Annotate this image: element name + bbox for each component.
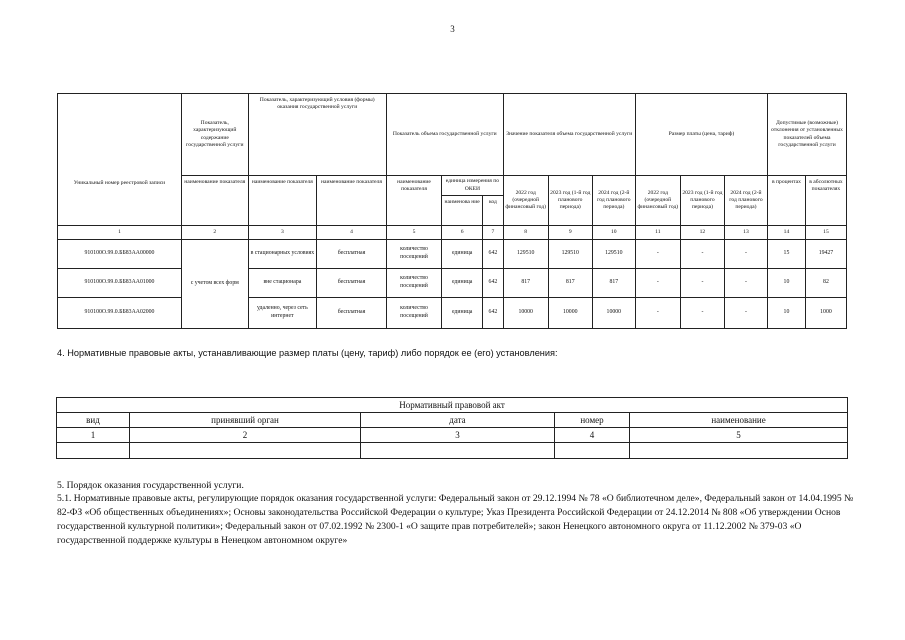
header-conditions: Показатель, характеризующий условия (формы) оказания государственной услуги bbox=[248, 94, 386, 176]
fee-2022: - bbox=[635, 240, 680, 269]
empty-cell bbox=[630, 443, 848, 459]
col-number: 9 bbox=[548, 226, 592, 240]
deviation-percent: 10 bbox=[768, 269, 806, 298]
col-number: 8 bbox=[503, 226, 548, 240]
col-number: 12 bbox=[680, 226, 724, 240]
unit-name: единица bbox=[442, 269, 483, 298]
legal-act-header: принявший орган bbox=[130, 413, 361, 428]
table-row bbox=[58, 269, 847, 298]
subheader-name: наименование показателя bbox=[386, 176, 441, 226]
subheader-absolute: в абсолютных показателях bbox=[805, 176, 846, 226]
deviation-absolute: 82 bbox=[805, 269, 846, 298]
value-2023: 817 bbox=[548, 269, 592, 298]
fee-2024: - bbox=[724, 240, 767, 269]
subheader-year: 2022 год (очередной финансовый год) bbox=[635, 176, 680, 226]
header-values: Значение показателя объема государственной услуги bbox=[503, 94, 635, 176]
content-value: с учетом всех форм bbox=[181, 240, 248, 329]
empty-cell bbox=[361, 443, 555, 459]
header-unique-number: Уникальный номер реестровой записи bbox=[58, 94, 182, 226]
condition-value: бесплатная bbox=[317, 298, 387, 329]
deviation-absolute: 1000 bbox=[805, 298, 846, 329]
deviation-percent: 15 bbox=[768, 240, 806, 269]
service-volume-table bbox=[57, 93, 847, 329]
subheader-year: 2023 год (1-й год планового периода) bbox=[548, 176, 592, 226]
subheader-unit-code: код bbox=[483, 196, 504, 226]
condition-value: бесплатная bbox=[317, 240, 387, 269]
fee-2023: - bbox=[680, 298, 724, 329]
subheader-year: 2024 год (2-й год планового периода) bbox=[724, 176, 767, 226]
col-number: 5 bbox=[386, 226, 441, 240]
legal-act-table bbox=[56, 397, 848, 459]
subheader-name: наименование показателя bbox=[317, 176, 387, 226]
empty-cell bbox=[555, 443, 630, 459]
value-2024: 129510 bbox=[592, 240, 635, 269]
col-number: 15 bbox=[805, 226, 846, 240]
condition-value: в стационарных условиях bbox=[248, 240, 317, 269]
table-row bbox=[58, 298, 847, 329]
subheader-name: наименование показателя bbox=[248, 176, 317, 226]
fee-2022: - bbox=[635, 298, 680, 329]
unit-name: единица bbox=[442, 298, 483, 329]
unit-name: единица bbox=[442, 240, 483, 269]
value-2024: 10000 bbox=[592, 298, 635, 329]
col-number: 14 bbox=[768, 226, 806, 240]
header-volume: Показатель объема государственной услуги bbox=[386, 94, 503, 176]
legal-act-header: дата bbox=[361, 413, 555, 428]
legal-act-title: Нормативный правовой акт bbox=[57, 398, 848, 413]
deviation-percent: 10 bbox=[768, 298, 806, 329]
subheader-year: 2024 год (2-й год планового периода) bbox=[592, 176, 635, 226]
registry-code: 910100О.99.0.ББ83АА00000 bbox=[58, 240, 182, 269]
value-2023: 129510 bbox=[548, 240, 592, 269]
value-2024: 817 bbox=[592, 269, 635, 298]
section-5-heading: 5. Порядок оказания государственной услуги. bbox=[57, 480, 244, 491]
fee-2023: - bbox=[680, 269, 724, 298]
header-content: Показатель, характеризующий содержание государственной услуги bbox=[181, 94, 248, 176]
col-number: 10 bbox=[592, 226, 635, 240]
okei-code: 642 bbox=[483, 269, 504, 298]
subheader-year: 2023 год (1-й год планового периода) bbox=[680, 176, 724, 226]
fee-2024: - bbox=[724, 269, 767, 298]
fee-2022: - bbox=[635, 269, 680, 298]
legal-act-col-number: 4 bbox=[555, 428, 630, 443]
registry-code: 910100О.99.0.ББ83АА02000 bbox=[58, 298, 182, 329]
subheader-unit-name: наименова ние bbox=[442, 196, 483, 226]
col-number: 11 bbox=[635, 226, 680, 240]
col-number: 13 bbox=[724, 226, 767, 240]
value-2022: 10000 bbox=[503, 298, 548, 329]
header-deviation: Допустимые (возможные) отклонения от установленных показателей объема государственной услуги bbox=[768, 94, 847, 176]
fee-2023: - bbox=[680, 240, 724, 269]
condition-value: вне стационара bbox=[248, 269, 317, 298]
legal-act-header: наименование bbox=[630, 413, 848, 428]
subheader-year: 2022 год (очередной финансовый год) bbox=[503, 176, 548, 226]
condition-value: бесплатная bbox=[317, 269, 387, 298]
empty-cell bbox=[130, 443, 361, 459]
value-2022: 817 bbox=[503, 269, 548, 298]
header-fee: Размер платы (цена, тариф) bbox=[635, 94, 767, 176]
indicator-name: количество посещений bbox=[386, 240, 441, 269]
condition-value: удаленно, через сеть интернет bbox=[248, 298, 317, 329]
deviation-absolute: 19427 bbox=[805, 240, 846, 269]
okei-code: 642 bbox=[483, 298, 504, 329]
legal-act-col-number: 5 bbox=[630, 428, 848, 443]
value-2022: 129510 bbox=[503, 240, 548, 269]
legal-act-col-number: 1 bbox=[57, 428, 130, 443]
col-number: 4 bbox=[317, 226, 387, 240]
subheader-unit: единица измерения по ОКЕИ bbox=[442, 176, 503, 196]
value-2023: 10000 bbox=[548, 298, 592, 329]
section-5-1-text: 5.1. Нормативные правовые акты, регулирующие порядок оказания государственной услуги: Федеральный закон от 29.12.1994 № 78 «О библиотечном деле», Федеральный закон от 14.04.1995 № 82-ФЗ «Об общественных объединениях»; Основы законодательства Российской Федерации о культуре; Указ Президента Российской Федерации от 24.12.2014 № 808 «Об утверждении Основ государственной культурной политики»; Федеральный закон от 07.02.1992 № 2300-1 «О защите прав потребителей»; закон Ненецкого автономного округа от 11.12.2002 № 379-03 «О государственной поддержке культуры в Ненецком автономном округе» bbox=[57, 493, 854, 546]
indicator-name: количество посещений bbox=[386, 298, 441, 329]
registry-code: 910100О.99.0.ББ83АА01000 bbox=[58, 269, 182, 298]
empty-cell bbox=[57, 443, 130, 459]
legal-act-header: вид bbox=[57, 413, 130, 428]
page-number: 3 bbox=[450, 24, 455, 34]
legal-act-empty-row bbox=[57, 443, 848, 459]
col-number: 3 bbox=[248, 226, 317, 240]
subheader-percent: в процентах bbox=[768, 176, 806, 226]
indicator-name: количество посещений bbox=[386, 269, 441, 298]
legal-act-col-number: 2 bbox=[130, 428, 361, 443]
subheader-name: наименование показателя bbox=[181, 176, 248, 226]
col-number: 6 bbox=[442, 226, 483, 240]
col-number: 2 bbox=[181, 226, 248, 240]
col-number: 1 bbox=[58, 226, 182, 240]
fee-2024: - bbox=[724, 298, 767, 329]
legal-act-col-number: 3 bbox=[361, 428, 555, 443]
col-number: 7 bbox=[483, 226, 504, 240]
okei-code: 642 bbox=[483, 240, 504, 269]
section-4-heading: 4. Нормативные правовые акты, устанавливающие размер платы (цену, тариф) либо порядок ее (его) установления: bbox=[57, 348, 558, 358]
legal-act-header: номер bbox=[555, 413, 630, 428]
table-row bbox=[58, 240, 847, 269]
